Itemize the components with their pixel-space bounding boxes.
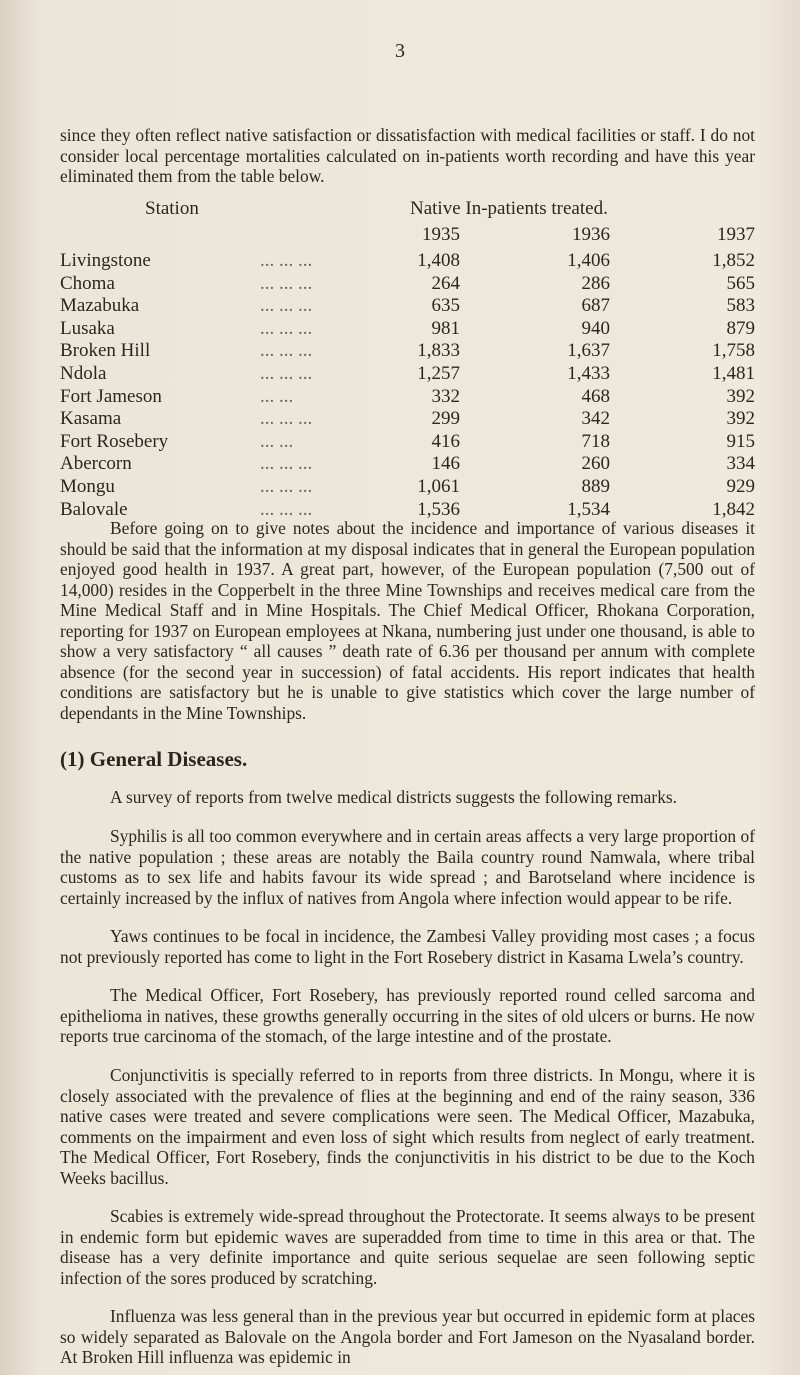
table-row-station: Mazabuka	[60, 295, 140, 317]
year-header: 1936	[572, 224, 610, 245]
table-cell-value: 1,637	[567, 340, 610, 362]
table-row-leader-dots: ... ... ...	[260, 476, 313, 497]
paragraph-european-health: Before going on to give notes about the incidence and importance of various diseases it should be said that the information at my disposal indicates that in general the European population enjoyed good health in 1937. A great part, however, of the European population (7,500 out of 14,000) resides in the Copperbelt in the three Mine Townships and receives medical care from the Mine Medical Staff and in Mine Hospitals. The Chief Medical Officer, Rhokana Corporation, reporting for 1937 on European employees at Nkana, numbering just under one thousand, is able to show a very satisfactory “ all causes ” death rate of 6.36 per thousand per annum with complete absence (for the second year in succession) of fatal accidents. His report indicates that health conditions are satisfactory but he is unable to give statistics which cover the large number of dependants in the Mine Townships.	[60, 518, 755, 723]
table-cell-value: 1,852	[712, 250, 755, 271]
paragraph-influenza: Influenza was less general than in the previous year but occurred in epidemic form at places so widely separated as Balovale on the Angola border and Fort Jameson on the Nyasaland border. At Broken Hill influenza was epidemic in	[60, 1306, 755, 1368]
intro-paragraph: since they often reflect native satisfaction or dissatisfaction with medical facilities or staff. I do not consider local percentage mortalities calculated on in-patients worth recording and have this year eliminated them from the table below.	[60, 125, 755, 187]
table-cell-value: 1,433	[567, 363, 610, 384]
table-row-station: Kasama	[60, 408, 122, 430]
year-header: 1935	[422, 224, 460, 245]
table-row-station: Lusaka	[60, 317, 115, 339]
table-cell-value: 1,534	[567, 498, 610, 520]
table-row-station: Fort Rosebery	[60, 430, 169, 452]
paragraph-conjunctivitis: Conjunctivitis is specially referred to in reports from three districts. In Mongu, where it is closely associated with the prevalence of flies at the beginning and end of the rainy season, 336 native cases were treated and severe complications were seen. The Medical Officer, Mazabuka, comments on the impairment and even loss of sight which results from neglect of early treatment. The Medical Officer, Fort Rosebery, finds the conjunctivitis in his district to be due to the Koch Weeks bacillus.	[60, 1065, 755, 1188]
table-row-station: Balovale	[60, 498, 128, 520]
table-row-leader-dots: ... ... ...	[260, 408, 313, 430]
table-cell-value: 1,536	[417, 498, 460, 520]
table-row-leader-dots: ... ... ...	[260, 453, 313, 475]
table-cell-value: 260	[581, 453, 610, 475]
page-number: 3	[395, 40, 405, 62]
table-row-station: Fort Jameson	[60, 385, 162, 407]
table-cell-value: 1,758	[712, 340, 755, 362]
table-row-leader-dots: ... ... ...	[260, 340, 313, 362]
table-row-station: Choma	[60, 272, 115, 294]
table-cell-value: 1,833	[417, 340, 460, 362]
table-row-station: Ndola	[60, 363, 107, 384]
table-cell-value: 635	[431, 295, 460, 317]
table-cell-value: 264	[431, 272, 460, 294]
table-cell-value: 146	[431, 453, 460, 475]
station-header: Station	[145, 198, 199, 219]
table-row-station: Mongu	[60, 476, 115, 497]
year-header: 1937	[717, 224, 755, 245]
table-row-leader-dots: ... ...	[260, 430, 294, 452]
table-cell-value: 981	[431, 317, 460, 339]
table-row-station: Livingstone	[60, 250, 151, 271]
table-cell-value: 392	[726, 385, 755, 407]
table-cell-value: 1,257	[417, 363, 460, 384]
table-cell-value: 940	[581, 317, 610, 339]
table-cell-value: 392	[726, 408, 755, 430]
table-cell-value: 299	[431, 408, 460, 430]
table-cell-value: 889	[581, 476, 610, 497]
table-cell-value: 334	[726, 453, 755, 475]
table-cell-value: 1,842	[712, 498, 755, 520]
table-cell-value: 718	[581, 430, 610, 452]
table-row-leader-dots: ... ... ...	[260, 363, 313, 384]
table-row-station: Broken Hill	[60, 340, 151, 362]
group-header: Native In-patients treated.	[410, 198, 608, 219]
table-cell-value: 915	[726, 430, 755, 452]
table-row-leader-dots: ... ... ...	[260, 295, 313, 317]
table-row-leader-dots: ... ... ...	[260, 498, 313, 520]
table-row-leader-dots: ... ... ...	[260, 317, 313, 339]
table-cell-value: 583	[726, 295, 755, 317]
paragraph-yaws: Yaws continues to be focal in incidence, the Zambesi Valley providing most cases ; a focus not previously reported has come to light in the Fort Rosebery district in Kasama Lwela’s country.	[60, 926, 755, 967]
section-heading: (1) General Diseases.	[60, 747, 248, 771]
table-row-leader-dots: ... ... ...	[260, 250, 313, 271]
paragraph-sarcoma: The Medical Officer, Fort Rosebery, has previously reported round celled sarcoma and epithelioma in natives, these growths generally occurring in the sites of old ulcers or burns. He now reports true carcinoma of the stomach, of the large intestine and of the prostate.	[60, 985, 755, 1047]
table-cell-value: 1,406	[567, 250, 610, 271]
table-cell-value: 929	[726, 476, 755, 497]
table-cell-value: 687	[581, 295, 610, 317]
table-cell-value: 332	[431, 385, 460, 407]
table-cell-value: 342	[581, 408, 610, 430]
paragraph-scabies: Scabies is extremely wide-spread throughout the Protectorate. It seems always to be present in endemic form but epidemic waves are superadded from time to time in this area or that. The disease has a very definite importance and quite serious sequelae are seen following septic infection of the sores produced by scratching.	[60, 1206, 755, 1288]
table-cell-value: 879	[726, 317, 755, 339]
table-row-station: Abercorn	[60, 453, 132, 475]
table-cell-value: 1,061	[417, 476, 460, 497]
table-cell-value: 565	[726, 272, 755, 294]
table-cell-value: 286	[581, 272, 610, 294]
paragraph-syphilis: Syphilis is all too common everywhere and in certain areas affects a very large proportion of the native population ; these areas are notably the Baila country round Namwala, where tribal customs as to sex life and habits favour its wide spread ; and Barotseland where incidence is certainly increased by the influx of natives from Angola where infection would appear to be rife.	[60, 826, 755, 908]
paragraph-survey: A survey of reports from twelve medical districts suggests the following remarks.	[110, 787, 678, 807]
table-row-leader-dots: ... ... ...	[260, 272, 313, 294]
table-row-leader-dots: ... ...	[260, 385, 294, 407]
table-cell-value: 468	[581, 385, 610, 407]
table-cell-value: 416	[431, 430, 460, 452]
table-cell-value: 1,481	[712, 363, 755, 384]
table-cell-value: 1,408	[417, 250, 460, 271]
